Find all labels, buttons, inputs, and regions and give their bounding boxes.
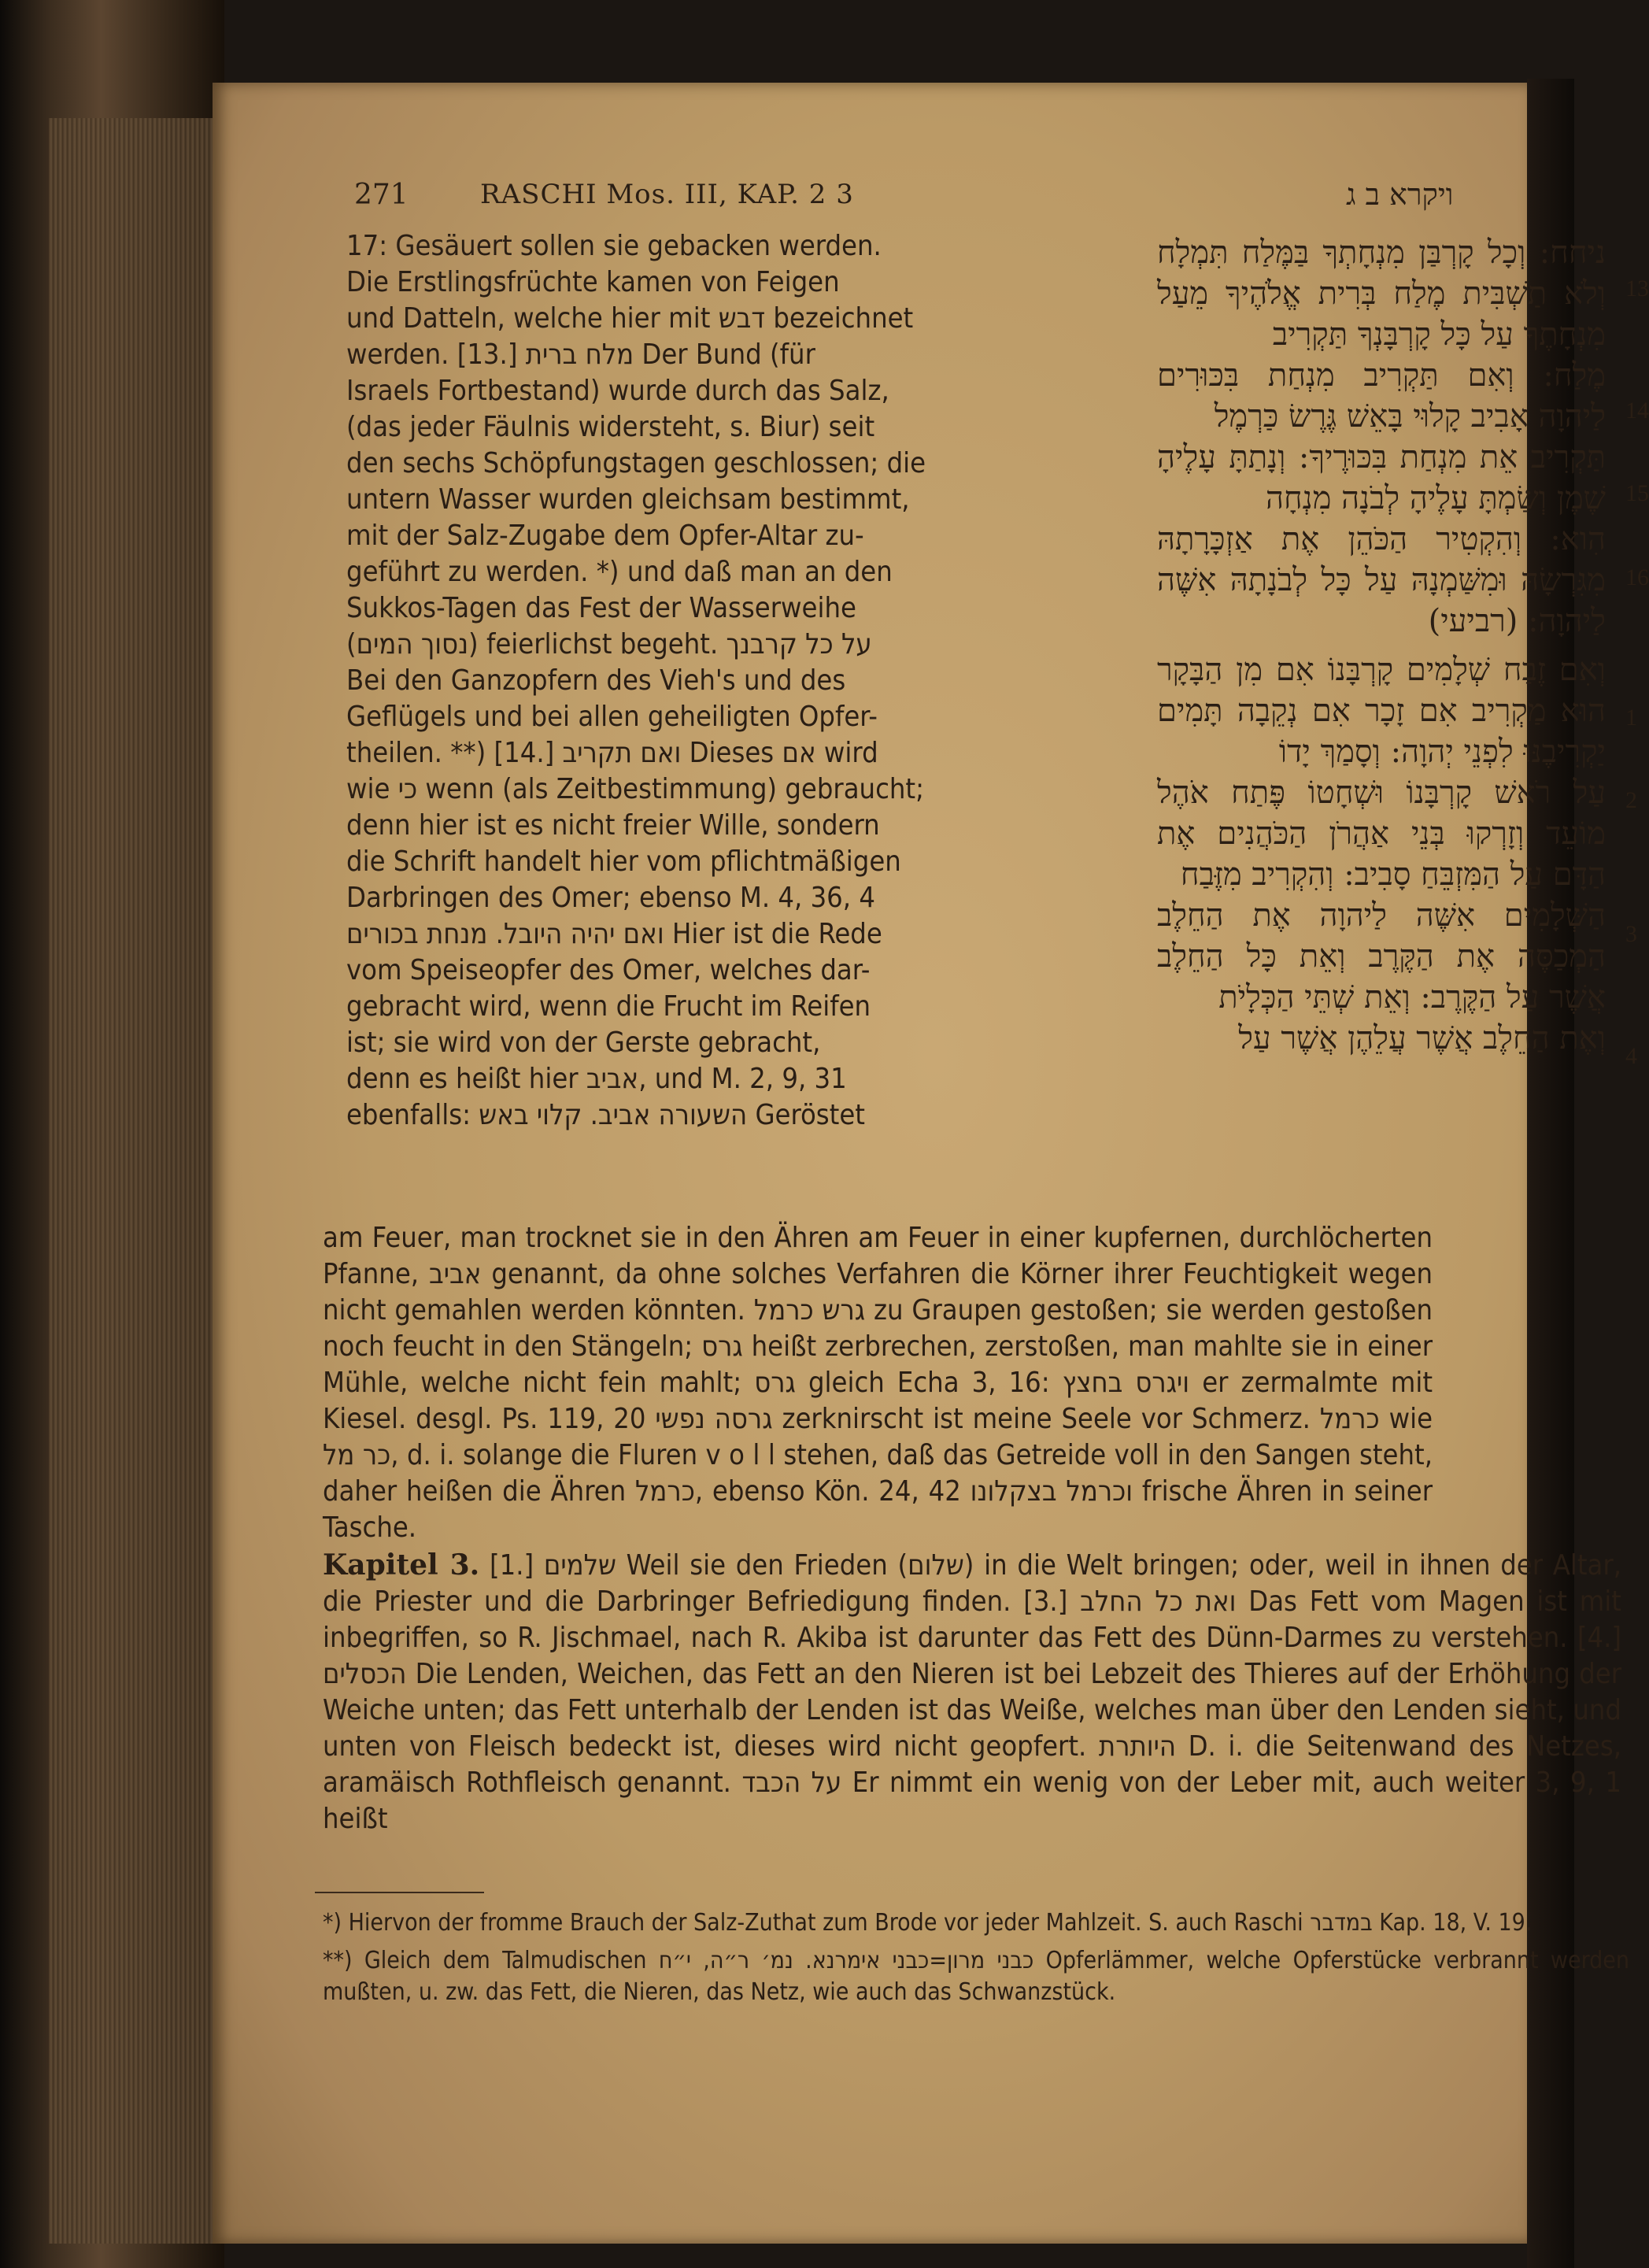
verse-number: 14 xyxy=(1625,398,1649,424)
commentary-continuation: am Feuer, man trocknet sie in den Ähren am Feuer in einer kupfernen, durchlöcherten Pfanne, אביב genannt, da ohne solches Verfahren die Körner ihrer Feuchtigkeit wegen nicht gemahlen werden könnten. גרש כרמל zu Graupen gestoßen; sie werden gestoßen noch feucht in den Stängeln; גרס heißt zerbrechen, zerstoßen, man mahlte sie in einer Mühle, welche nicht fein mahlt; גרס gleich Echa 3, 16: ויגרס בחצץ er zermalmte mit Kiesel. desgl. Ps. 119, 20 גרסה נפשי zerknirscht ist meine Seele vor Schmerz. כרמל wie כר מל, d. i. solange die Fluren v o l l stehen, daß das Getreide voll in den Sangen steht, daher heißen die Ähren כרמל, ebenso Kön. 24, 42 וכרמל בצקלונו frische Ähren in seiner Tasche. xyxy=(323,1222,1433,1544)
commentary-line: theilen. **) [14.] ואם תקריב Dieses אם wird xyxy=(346,737,878,769)
hebrew-verse: ניחח: וְכָל קָרְבַּן מִנְחָתְךָ בַּמֶּלַח תִּמְלָח וְלֹא תַשְׁבִּית מֶלַח בְּרִית אֱלֹהֶיךָ מֵעַל מִנְחָתֶךָ עַל כָּל קָרְבָּנְךָ תַּקְרִיב xyxy=(1157,235,1606,353)
commentary-line: vom Speiseopfer des Omer, welches dar- xyxy=(346,954,871,986)
footnote-divider xyxy=(315,1892,484,1893)
footnotes xyxy=(323,1907,1629,2015)
hebrew-running-title: ויקרא ב ג xyxy=(1346,177,1454,212)
commentary-line: ואם יהיה היובל. מנחת בכורים Hier ist die Rede xyxy=(346,918,882,950)
verse-number: 4 xyxy=(1625,1043,1637,1069)
commentary-line: die Schrift handelt hier vom pflichtmäßigen xyxy=(346,845,901,878)
commentary-line: Die Erstlingsfrüchte kamen von Feigen xyxy=(346,266,840,298)
commentary-line: 17: Gesäuert sollen sie gebacken werden. xyxy=(346,230,882,262)
page-stack-edge xyxy=(49,118,222,2244)
commentary-line: wie כי wenn (als Zeitbestimmung) gebraucht; xyxy=(346,773,925,805)
commentary-line: Darbringen des Omer; ebenso M. 4, 36, 4 xyxy=(346,882,875,914)
page-number: 271 xyxy=(354,179,409,211)
commentary-line: und Datteln, welche hier mit דבש bezeichnet xyxy=(346,302,914,335)
commentary-line: (das jeder Fäulnis widersteht, s. Biur) seit xyxy=(346,411,875,443)
hebrew-verse: עַל רֹאשׁ קָרְבָּנוֹ וּשְׁחָטוֹ פֶּתַח אֹהֶל מוֹעֵד וְזָרְקוּ בְּנֵי אַהֲרֹן הַכֹּהֲנִים אֶת הַדָּם עַל הַמִּזְבֵּחַ סָבִיב: וְהִקְרִיב מִזֶּבַח xyxy=(1157,775,1606,893)
commentary-line: werden. [13.] מלח ברית Der Bund (für xyxy=(346,339,815,371)
commentary-line: (נסוך המים) feierlichst begeht. על כל קרבנך xyxy=(346,628,872,660)
footnote: **) Gleich dem Talmudischen כבני מרון=כבני אימרנא. נמ׳ ר״ה, י״ח Opferlämmer, welche Opferstücke verbrannt werden mußten, u. zw. das Fett, die Nieren, das Netz, wie auch das Schwanzstück. xyxy=(323,1947,1629,2006)
footnote: *) Hiervon der fromme Brauch der Salz-Zuthat zum Brode vor jeder Mahlzeit. S. auch Raschi במדבר Kap. 18, V. 19. xyxy=(323,1909,1533,1937)
commentary-line: mit der Salz-Zugabe dem Opfer-Altar zu- xyxy=(346,520,864,552)
commentary-line: ist; sie wird von der Gerste gebracht, xyxy=(346,1027,821,1059)
hebrew-torah-column xyxy=(1157,232,1606,1059)
verse-number: 1 xyxy=(1625,705,1637,731)
hebrew-verse: וְאֶת הַחֵלֶב אֲשֶׁר עֲלֵהֶן אֲשֶׁר עַל xyxy=(1238,1020,1606,1056)
book-page xyxy=(213,83,1649,2244)
hebrew-verse: הִוא: וְהִקְטִיר הַכֹּהֵן אֶת אַזְכָּרָתָהּ מִגִּרְשָׂהּ וּמִשַּׁמְנָהּ עַל כָּל לְבֹנָתָהּ אִשֶּׁה לַיהוָה: (רביעי) xyxy=(1157,521,1606,639)
commentary-line: gebracht wird, wenn die Frucht im Reifen xyxy=(346,990,871,1023)
commentary-line: den sechs Schöpfungstagen geschlossen; die xyxy=(346,447,926,479)
commentary-line: denn es heißt hier אביב, und M. 2, 9, 31 xyxy=(346,1063,847,1095)
rashi-commentary-column xyxy=(346,228,1133,1134)
hebrew-verse: הַשְּׁלָמִים אִשֶּׁה לַיהוָה אֶת הַחֵלֶב הַמְכַסֶּה אֶת הַקֶּרֶב וְאֵת כָּל הַחֵלֶב אֲשֶׁר עַל הַקֶּרֶב: וְאֵת שְׁתֵּי הַכְּלָיֹת xyxy=(1157,897,1606,1016)
chapter-text: [1.] שלמים Weil sie den Frieden (שלום) in die Welt bringen; oder, weil in ihnen der Altar, die Priester und die Darbringer Befriedigung finden. [3.] ואת כל החלב Das Fett vom Magen ist mit inbegriffen, so R. Jischmael, nach R. Akiba ist darunter das Fett des Dünn-Darmes zu verstehen. [4.] הכסלים Die Lenden, Weichen, das Fett an den Nieren ist bei Lebzeit des Thieres auf der Erhöhung der Weiche unten; das Fett unterhalb der Lenden ist das Weiße, welches man über den Lenden sieht, und unten von Fleisch bedeckt ist, dieses wird nicht geopfert. היותרת D. i. die Seitenwand des Netzes, aramäisch Rothfleisch genannt. על הכבד Er nimmt ein wenig von der Leber mit, auch weiter 3, 9, 1 heißt xyxy=(323,1549,1621,1835)
commentary-line: Bei den Ganzopfern des Vieh's und des xyxy=(346,664,846,697)
commentary-line: ebenfalls: השעורה אביב. קלוי באש Geröstet xyxy=(346,1099,865,1131)
verse-number: 2 xyxy=(1625,787,1637,813)
commentary-line: untern Wasser wurden gleichsam bestimmt, xyxy=(346,483,910,516)
hebrew-verse: תַּקְרִיב אֵת מִנְחַת בִּכּוּרֶיךָ: וְנָתַתָּ עָלֶיהָ שֶׁמֶן וְשַׂמְתָּ עָלֶיהָ לְבֹנָה מִנְחָה xyxy=(1157,439,1606,516)
chapter-heading: Kapitel 3. xyxy=(323,1548,480,1582)
hebrew-verse: וְאִם זֶבַח שְׁלָמִים קָרְבָּנוֹ אִם מִן הַבָּקָר הוּא מַקְרִיב אִם זָכָר אִם נְקֵבָה תָּמִים יַקְרִיבֶנּוּ לִפְנֵי יְהוָה: וְסָמַךְ יָדוֹ xyxy=(1157,652,1606,770)
running-title: RASCHI Mos. III, KAP. 2 3 xyxy=(480,179,854,210)
verse-number: 15 xyxy=(1625,480,1649,506)
verse-number: 3 xyxy=(1625,921,1637,947)
commentary-line: Geflügels und bei allen geheiligten Opfer- xyxy=(346,701,878,733)
verse-number: 13 xyxy=(1625,276,1649,302)
verse-number: 16 xyxy=(1625,564,1649,590)
commentary-line: Sukkos-Tagen das Fest der Wasserweihe xyxy=(346,592,856,624)
commentary-line: geführt zu werden. *) und daß man an den xyxy=(346,556,893,588)
chapter-3-commentary xyxy=(323,1547,1621,1837)
hebrew-verse: מֶלַח: וְאִם תַּקְרִיב מִנְחַת בִּכּוּרִים לַיהוָה אָבִיב קָלוּי בָּאֵשׁ גֶּרֶשׂ כַּרְמֶל xyxy=(1157,357,1606,435)
commentary-line: denn hier ist es nicht freier Wille, sondern xyxy=(346,809,880,842)
commentary-line: Israels Fortbestand) wurde durch das Salz, xyxy=(346,375,889,407)
